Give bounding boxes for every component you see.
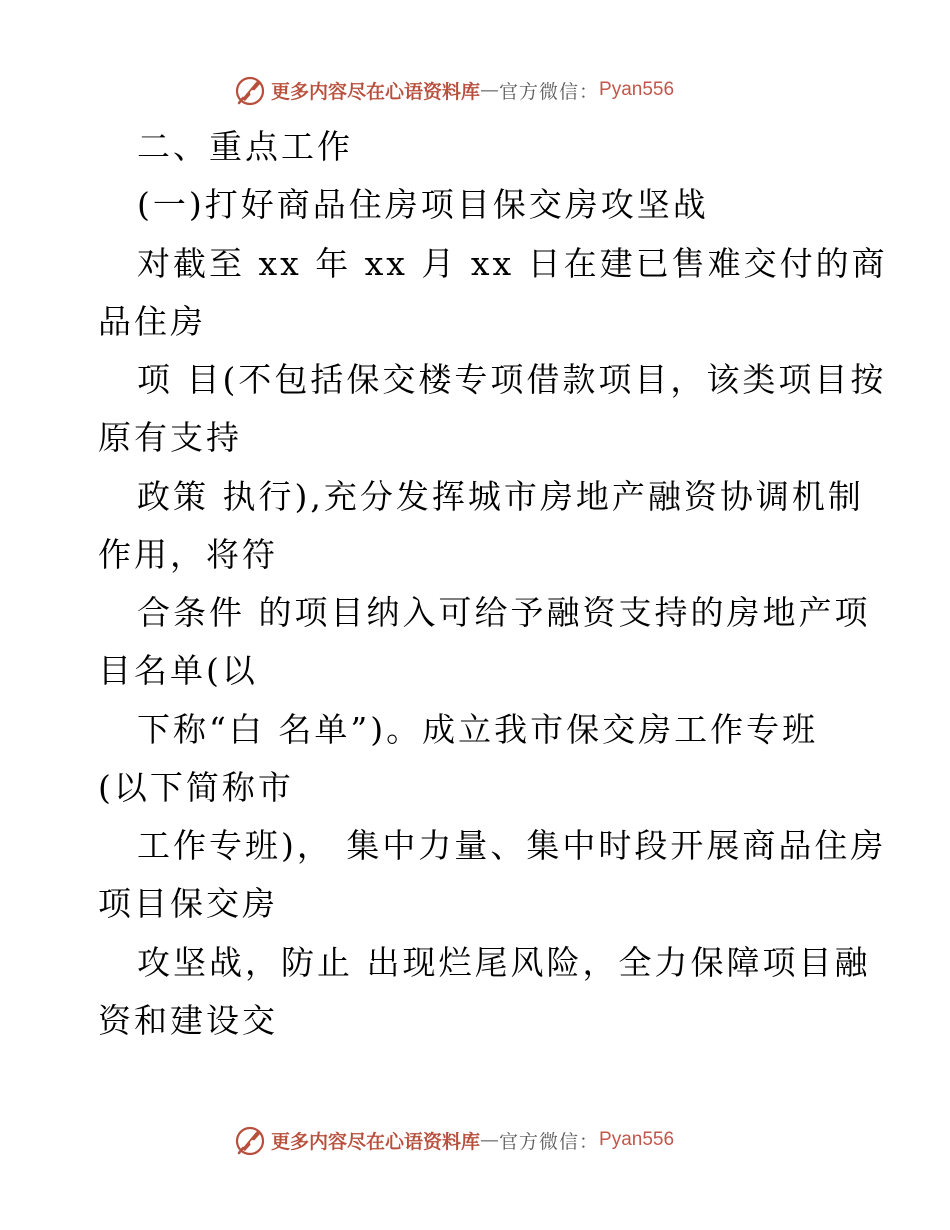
paragraph-line: 攻坚战，防止 出现烂尾风险，全力保障项目融 xyxy=(137,943,871,982)
banner-main-text: 更多内容尽在心语资料库 xyxy=(271,80,481,103)
banner-wechat-label: 官方微信： xyxy=(499,1130,600,1153)
paragraph-line: 作用，将符 xyxy=(98,535,278,574)
paragraph-line: 品住房 xyxy=(98,302,206,341)
paragraph-line: 工作专班)， 集中力量、集中时段开展商品住房 xyxy=(137,826,887,865)
paragraph-line: 合条件 的项目纳入可给予融资支持的房地产项 xyxy=(137,593,871,632)
banner-main-text: 更多内容尽在心语资料库 xyxy=(271,1130,481,1153)
paragraph-line: 原有支持 xyxy=(98,418,242,457)
banner-wechat-label: 官方微信： xyxy=(499,80,600,103)
paragraph-line: 资和建设交 xyxy=(98,1001,278,1040)
banner-separator: — xyxy=(480,1129,500,1151)
paragraph-line: 对截至 xx 年 xx 月 xx 日在建已售难交付的商 xyxy=(137,244,888,283)
paragraph-line: 政策 执行),充分发挥城市房地产融资协调机制 xyxy=(137,477,864,516)
paragraph-line: 项 目(不包括保交楼专项借款项目，该类项目按 xyxy=(137,360,887,399)
paragraph-line: 目名单(以 xyxy=(98,651,258,690)
section-heading: 二、重点工作 xyxy=(137,127,353,166)
footer-banner xyxy=(233,1120,713,1160)
paragraph-line: 下称“白 名单”)。成立我市保交房工作专班 xyxy=(137,710,819,749)
banner-wechat-id: Pyan556 xyxy=(599,1129,675,1150)
banner-separator: — xyxy=(480,79,500,101)
paragraph-line: 项目保交房 xyxy=(98,884,278,923)
banner-wechat-id: Pyan556 xyxy=(599,79,675,100)
sub-heading: (一)打好商品住房项目保交房攻坚战 xyxy=(137,185,709,224)
quill-pen-icon xyxy=(233,1123,267,1157)
paragraph-line: (以下简称市 xyxy=(98,768,294,807)
